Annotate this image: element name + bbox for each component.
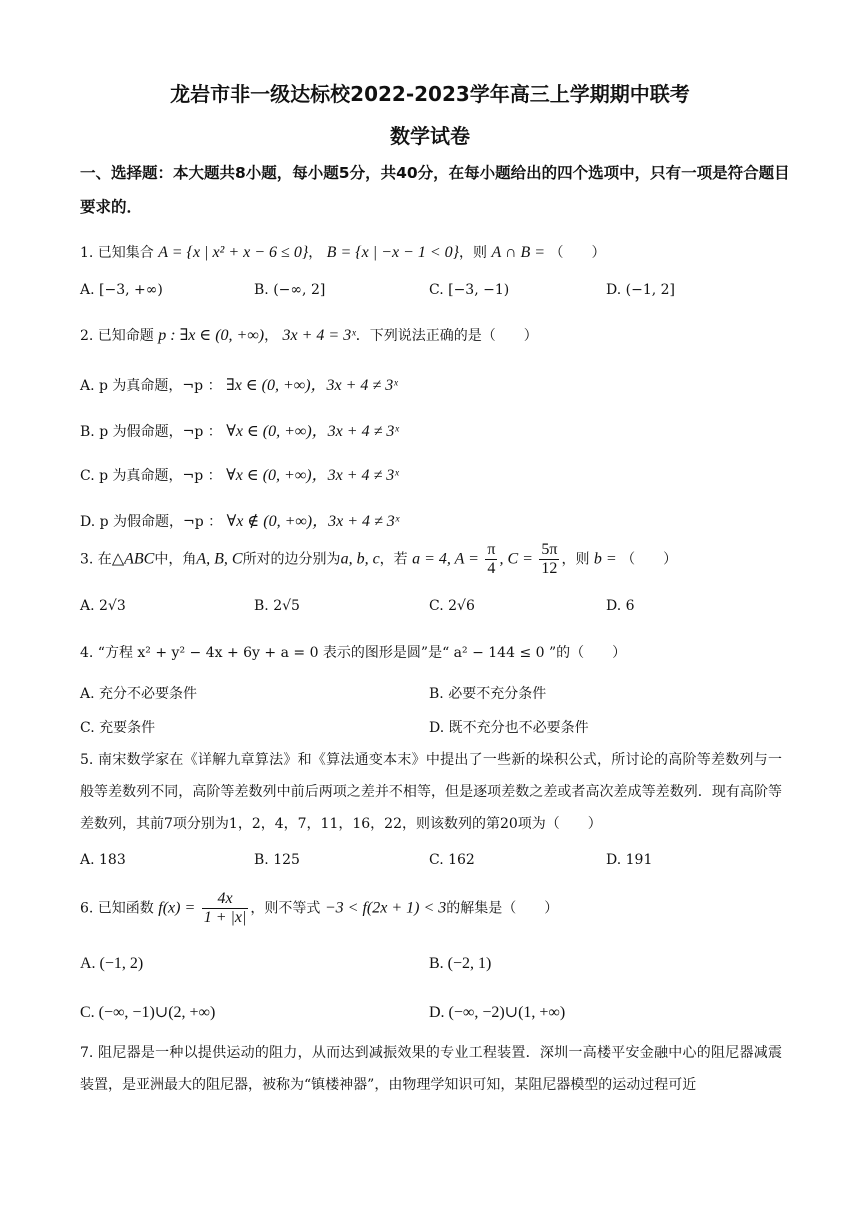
fraction-4x-over-1-plus-abs-x: $\frac{4x}{1 + |x|}$ [203,890,247,926]
q5-option-c: C. 162 [429,852,475,868]
set-b: B = {x | −x − 1 < 0} [326,244,460,261]
fraction-5pi-over-12: $\frac{5\pi}{12}$ [541,541,558,577]
exam-title: 龙岩市非一级达标校2022-2023学年高三上学期期中联考 [170,82,690,106]
question-3-stem: 3. 在△ABC中，角A, B, C所对的边分别为a, b, c，若 a = 4, A = $\frac{\pi}{4}$ , C = $\frac{5\pi}{12}$ ，则 b = （ ） [80,541,678,577]
question-2-stem: 2. 已知命题 p : ∃x ∈ (0, +∞)， 3x + 4 = 3ˣ．下列说法正确的是（ ） [80,327,538,344]
q3-option-d: D. 6 [606,598,635,614]
fraction-pi-over-4: $\frac{\pi}{4}$ [487,541,496,577]
q4-option-c: C. 充要条件 [80,720,156,736]
q3-option-c: C. 2√6 [429,598,475,614]
q6-option-d: D. (−∞, −2)∪(1, +∞) [429,1004,566,1021]
question-4-stem: 4. “方程 x² + y² − 4x + 6y + a = 0 表示的图形是圆”是“ a² − 144 ≤ 0 ”的（ ） [80,645,627,661]
q6-option-b: B. (−2, 1) [429,955,492,972]
q1-option-a: A. [−3, +∞) [80,282,163,298]
question-1-stem: 1. 已知集合 A = {x | x² + x − 6 ≤ 0}， B = {x | −x − 1 < 0}，则 A ∩ B = （ ） [80,244,606,261]
question-5-stem: 5. 南宋数学家在《详解九章算法》和《算法通变本末》中提出了一些新的垛积公式，所讨论的高阶等差数列与一般等差数列不同，高阶等差数列中前后两项之差并不相等，但是逐项差数之差或者高次差成等差数列．现有高阶等差数列，其前7项分别为1，2，4，7，11，16，22，则该数列的第20项为（ ） [80,752,782,832]
q2-option-c: C. p 为真命题，¬p ： ∀x ∈ (0, +∞)，3x + 4 ≠ 3ˣ [80,467,399,484]
set-a: A = {x | x² + x − 6 ≤ 0} [158,244,309,261]
q1-option-b: B. (−∞, 2] [254,282,326,298]
question-7-stem: 7. 阻尼器是一种以提供运动的阻力，从而达到减振效果的专业工程装置．深圳一高楼平安金融中心的阻尼器减震装置，是亚洲最大的阻尼器，被称为“镇楼神器”，由物理学知识可知，某阻尼器模型的运动过程可近 [80,1045,782,1093]
q6-option-a: A. (−1, 2) [80,955,144,972]
q4-option-a: A. 充分不必要条件 [80,686,198,702]
q2-option-a: A. p 为真命题，¬p ： ∃x ∈ (0, +∞)，3x + 4 ≠ 3ˣ [80,377,398,394]
q5-option-b: B. 125 [254,852,300,868]
q1-option-d: D. (−1, 2] [606,282,675,298]
intersection-expr: A ∩ B = [491,244,546,261]
q4-option-d: D. 既不充分也不必要条件 [429,720,589,736]
q5-option-d: D. 191 [606,852,653,868]
q6-option-c: C. (−∞, −1)∪(2, +∞) [80,1004,216,1021]
question-6-stem: 6. 已知函数 f(x) = $\frac{4x}{1 + |x|}$ ，则不等式 −3 < f(2x + 1) < 3的解集是（ ） [80,890,559,926]
exam-subtitle: 数学试卷 [390,124,470,148]
q3-option-b: B. 2√5 [254,598,300,614]
q2-option-d: D. p 为假命题，¬p ： ∀x ∉ (0, +∞)，3x + 4 ≠ 3ˣ [80,513,400,530]
section-heading: 一、选择题：本大题共8小题，每小题5分，共40分，在每小题给出的四个选项中，只有一项是符合题目要求的． [80,164,790,216]
q1-option-c: C. [−3, −1) [429,282,510,298]
q4-option-b: B. 必要不充分条件 [429,686,547,702]
q2-option-b: B. p 为假命题，¬p ： ∀x ∈ (0, +∞)，3x + 4 ≠ 3ˣ [80,423,399,440]
q5-option-a: A. 183 [80,852,126,868]
q3-option-a: A. 2√3 [80,598,126,614]
